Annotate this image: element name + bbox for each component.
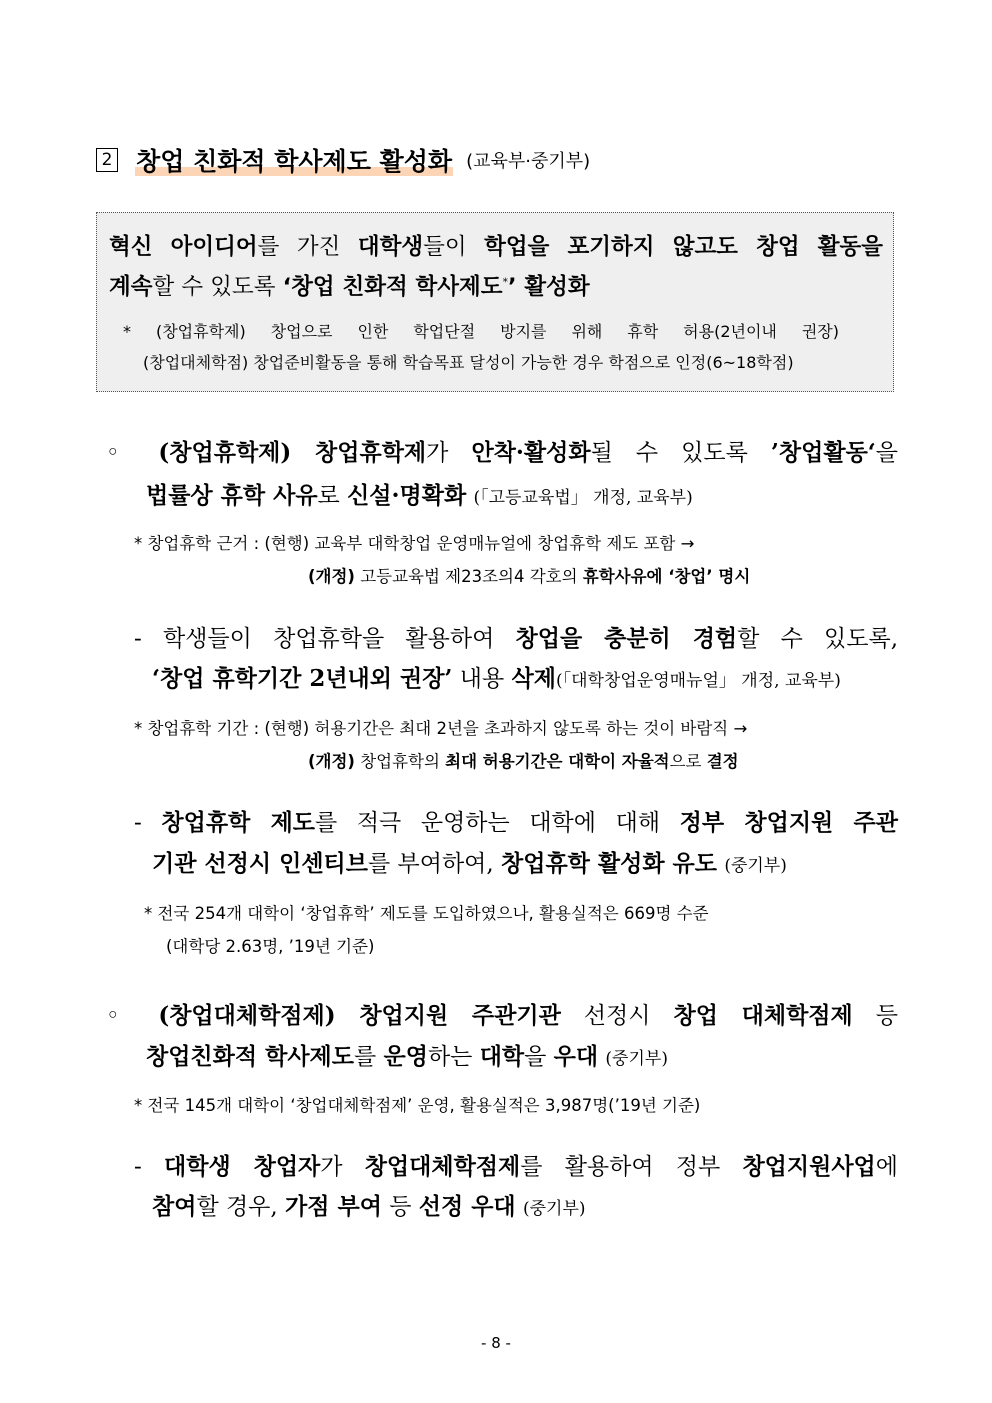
s2-line-2-text: [152, 666, 556, 692]
text-run: 휴학사유에 ‘창업’ 명시: [582, 567, 751, 586]
text-run: 정부 창업지원 주관: [679, 809, 898, 836]
s1-note-2: [308, 563, 750, 587]
summary-box: [96, 212, 894, 392]
s2-line-2: [152, 660, 841, 693]
text-run: 를 가진: [257, 234, 358, 260]
summary-l2-c: ‘창업 친화적 학사제도: [282, 274, 503, 300]
text-run: ◦: [106, 1003, 159, 1029]
text-run: 에: [875, 1154, 898, 1180]
s1-line-1: [106, 434, 898, 467]
text-run: (개정): [308, 567, 355, 586]
s3-line-2-text: [152, 851, 717, 877]
text-run: (창업대체학점제) 창업지원 주관기관: [158, 1002, 561, 1029]
text-run: (창업휴학제) 창업휴학제: [158, 439, 427, 466]
summary-note-1: * (창업휴학제) 창업으로 인한 학업단절 방지를 위해 휴학 허용(2년이내 권장): [123, 322, 839, 341]
section-title-text: 창업 친화적 학사제도 활성화: [136, 147, 453, 176]
text-run: 선정시: [560, 1003, 674, 1029]
text-run: 를 활용하여 정부: [520, 1154, 743, 1180]
s1-note-1: * 창업휴학 근거 : (현행) 교육부 대학창업 운영매뉴얼에 창업휴학 제도 포함 →: [134, 534, 695, 553]
text-run: 내용: [452, 666, 512, 692]
text-run: 를 적극 운영하는 대학에 대해: [315, 810, 680, 836]
text-run: 을: [524, 1044, 554, 1070]
summary-note-2: (창업대체학점) 창업준비활동을 통해 학습목표 달성이 가능한 경우 학점으로 인정(6~18학점): [143, 353, 794, 372]
text-run: 법률상 휴학 사유: [146, 482, 318, 509]
page-number: - 8 -: [481, 1334, 511, 1352]
text-run: 창업휴학 활성화 유도: [501, 850, 717, 877]
text-run: 대학생: [357, 234, 424, 260]
text-run: 등: [852, 1003, 898, 1029]
text-run: 우대: [553, 1043, 599, 1070]
section-title: [96, 142, 590, 176]
text-run: 로: [317, 483, 348, 509]
summary-l2-a: 계속: [109, 274, 153, 300]
text-run: - 학생들이 창업휴학을 활용하여: [134, 626, 516, 652]
text-run: (개정): [308, 752, 355, 771]
text-run: 창업대체학점제: [364, 1153, 521, 1180]
text-run: 들이: [423, 234, 485, 260]
text-run: ’창업활동‘: [770, 439, 876, 466]
s3-note-2: (대학당 2.63명, ’19년 기준): [166, 937, 375, 956]
section-title-ministry: (교육부·중기부): [466, 151, 591, 172]
text-run: 창업휴학 제도: [161, 809, 315, 836]
text-run: 을: [875, 440, 899, 466]
text-run: ◦: [106, 440, 159, 466]
text-run: 창업지원사업: [742, 1153, 876, 1180]
text-run: 할 수 있도록,: [737, 626, 898, 652]
summary-l2-d: ’ 활성화: [507, 274, 590, 300]
s4-line-1: [106, 997, 898, 1030]
text-run: 선정 우대: [418, 1193, 516, 1220]
text-run: 창업휴학의: [354, 752, 446, 771]
s4-line-2: [146, 1038, 668, 1071]
s1-line-2: [146, 477, 693, 510]
text-run: 하는: [427, 1044, 480, 1070]
text-run: 창업친화적 학사제도: [146, 1043, 354, 1070]
text-run: 학업을 포기하지 않고도 창업 활동을: [484, 234, 884, 260]
text-run: 를: [353, 1044, 384, 1070]
summary-l2-b: 할 수 있도록: [152, 274, 283, 300]
text-run: 가: [320, 1154, 365, 1180]
s4-line-2-text: [146, 1044, 598, 1070]
text-run: 혁신 아이디어: [109, 234, 258, 260]
s2-line-1: [134, 620, 898, 653]
text-run: 기관 선정시 인센티브: [152, 850, 368, 877]
text-run: 삭제: [511, 665, 556, 692]
text-run: -: [134, 1154, 165, 1180]
summary-line-1: [109, 229, 883, 261]
text-run: 가: [426, 440, 472, 466]
text-run: 를 부여하여,: [367, 851, 502, 877]
summary-line-2: [109, 269, 883, 301]
s5-line-2-paren: (중기부): [522, 1199, 586, 1219]
text-run: ‘창업 휴학기간 2년내외 권장’: [152, 665, 453, 692]
text-run: 결정: [706, 752, 739, 771]
text-run: 으로: [669, 752, 707, 771]
s5-line-1: [134, 1148, 898, 1181]
summary-footnote-mark: *: [502, 275, 508, 289]
s2-note-1: * 창업휴학 기간 : (현행) 허용기간은 최대 2년을 초과하지 않도록 하는 것이 바람직 →: [134, 719, 748, 738]
text-run: 대학: [479, 1043, 525, 1070]
text-run: 고등교육법 제23조의4 각호의: [354, 567, 583, 586]
text-run: 할 경우,: [196, 1194, 286, 1220]
s5-line-2-text: [152, 1194, 516, 1220]
s3-line-1: [134, 804, 898, 837]
text-run: 창업 대체학점제: [673, 1002, 853, 1029]
s3-line-2: [152, 845, 787, 878]
text-run: 참여: [152, 1193, 197, 1220]
s2-note-2: [308, 748, 739, 772]
section-number-box: 2: [96, 148, 118, 172]
text-run: 최대 허용기간은 대학이 자율적: [445, 752, 670, 771]
text-run: 창업을 충분히 경험: [515, 625, 738, 652]
text-run: 운영: [383, 1043, 428, 1070]
s2-line-2-paren: (「대학창업운영매뉴얼」 개정, 교육부): [555, 671, 841, 691]
s1-line-2-paren: (「고등교육법」 개정, 교육부): [473, 488, 693, 508]
s3-line-2-paren: (중기부): [724, 856, 787, 876]
text-run: 등: [381, 1194, 419, 1220]
text-run: 안착·활성화: [471, 439, 591, 466]
text-run: 가점 부여: [285, 1193, 382, 1220]
text-run: 대학생 창업자: [164, 1153, 321, 1180]
s3-note-1: * 전국 254개 대학이 ‘창업휴학’ 제도를 도입하였으나, 활용실적은 669명 수준: [144, 904, 709, 923]
s1-line-2-text: [146, 483, 466, 509]
text-run: -: [134, 810, 162, 836]
s4-line-2-paren: (중기부): [605, 1049, 668, 1069]
s4-note-1: * 전국 145개 대학이 ‘창업대체학점제’ 운영, 활용실적은 3,987명(’19년 기준): [134, 1096, 701, 1115]
text-run: 될 수 있도록: [590, 440, 771, 466]
s5-line-2: [152, 1188, 586, 1221]
text-run: 신설·명확화: [347, 482, 467, 509]
